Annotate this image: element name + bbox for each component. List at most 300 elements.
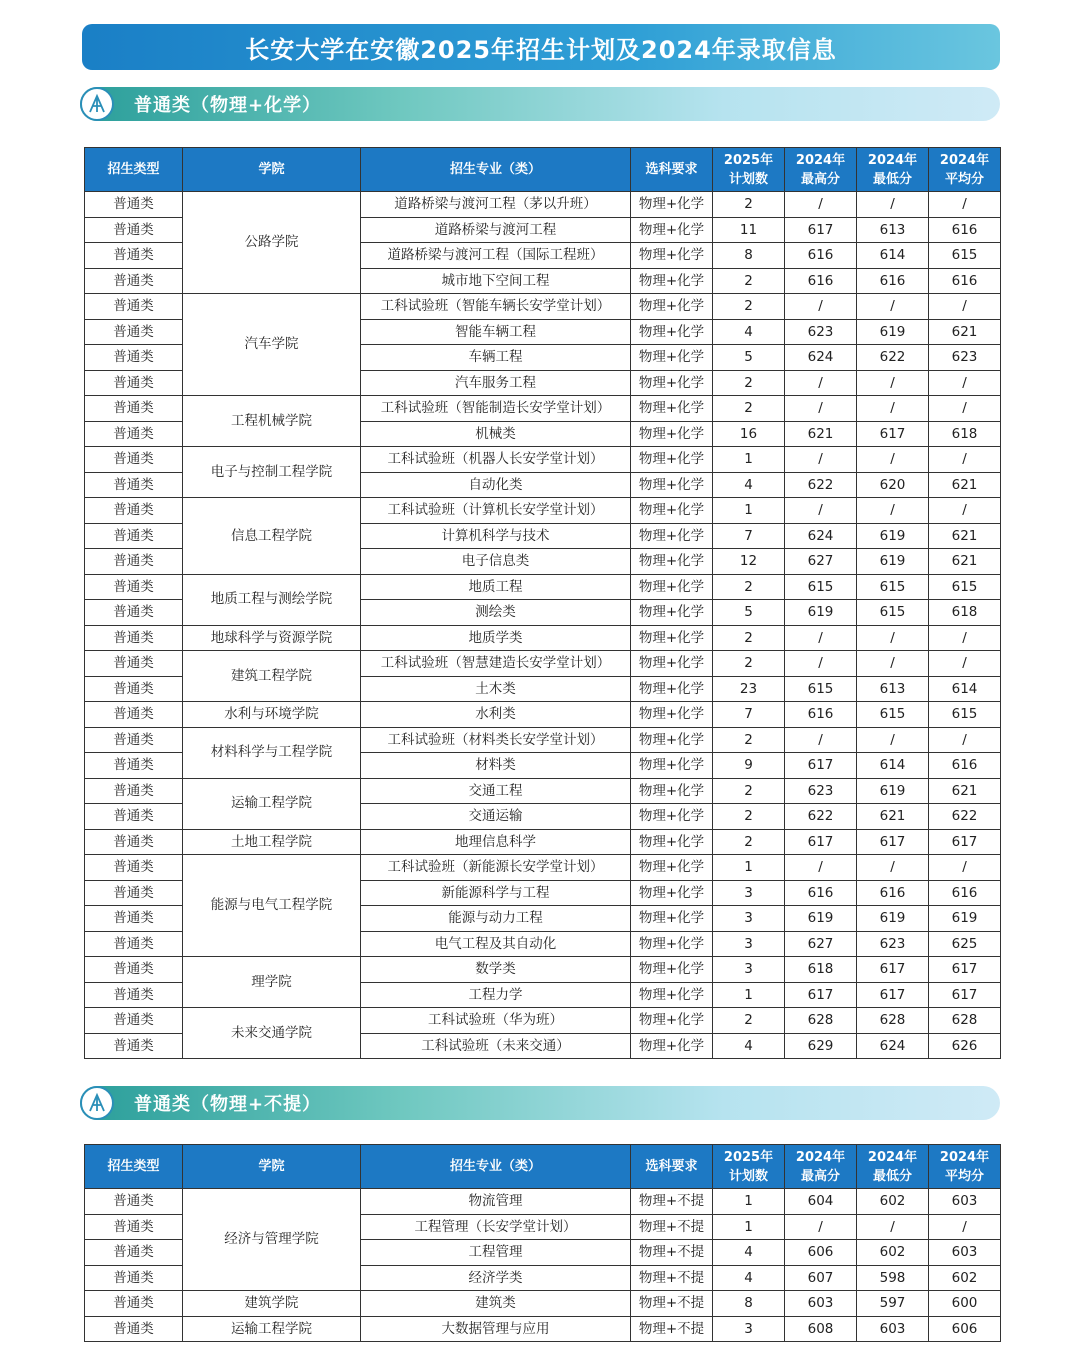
cell-max-2024: /: [785, 727, 857, 753]
cell-subject: 物理+化学: [631, 753, 713, 779]
cell-major: 新能源科学与工程: [361, 880, 631, 906]
cell-max-2024: 607: [785, 1265, 857, 1291]
cell-max-2024: 603: [785, 1291, 857, 1317]
cell-college: 运输工程学院: [183, 778, 361, 829]
cell-subject: 物理+不提: [631, 1265, 713, 1291]
cell-type: 普通类: [85, 523, 183, 549]
cell-major: 数学类: [361, 957, 631, 983]
cell-subject: 物理+化学: [631, 243, 713, 269]
cell-max-2024: 622: [785, 472, 857, 498]
cell-max-2024: 617: [785, 829, 857, 855]
cell-plan-2025: 1: [713, 447, 785, 473]
cell-plan-2025: 23: [713, 676, 785, 702]
cell-plan-2025: 2: [713, 804, 785, 830]
cell-avg-2024: 623: [929, 345, 1001, 371]
header-major: 招生专业（类）: [361, 148, 631, 192]
cell-min-2024: 619: [857, 778, 929, 804]
cell-max-2024: 615: [785, 676, 857, 702]
cell-avg-2024: 621: [929, 778, 1001, 804]
header-type: 招生类型: [85, 1145, 183, 1189]
cell-subject: 物理+化学: [631, 957, 713, 983]
cell-avg-2024: /: [929, 1214, 1001, 1240]
cell-subject: 物理+化学: [631, 319, 713, 345]
cell-avg-2024: 606: [929, 1316, 1001, 1342]
cell-avg-2024: /: [929, 727, 1001, 753]
cell-min-2024: 624: [857, 1033, 929, 1059]
cell-major: 工科试验班（智慧建造长安学堂计划）: [361, 651, 631, 677]
cell-major: 材料类: [361, 753, 631, 779]
cell-type: 普通类: [85, 421, 183, 447]
cell-type: 普通类: [85, 192, 183, 218]
cell-avg-2024: 616: [929, 217, 1001, 243]
cell-major: 车辆工程: [361, 345, 631, 371]
cell-min-2024: 620: [857, 472, 929, 498]
cell-college: 信息工程学院: [183, 498, 361, 575]
header-subject: 选科要求: [631, 148, 713, 192]
table-row: [85, 294, 1001, 320]
cell-min-2024: /: [857, 1214, 929, 1240]
cell-subject: 物理+不提: [631, 1316, 713, 1342]
cell-avg-2024: /: [929, 447, 1001, 473]
header-college: 学院: [183, 1145, 361, 1189]
header-type: 招生类型: [85, 148, 183, 192]
cell-type: 普通类: [85, 1316, 183, 1342]
cell-type: 普通类: [85, 396, 183, 422]
cell-subject: 物理+化学: [631, 574, 713, 600]
cell-subject: 物理+化学: [631, 676, 713, 702]
cell-type: 普通类: [85, 294, 183, 320]
cell-subject: 物理+化学: [631, 523, 713, 549]
section-title: 普通类（物理+不提）: [134, 1094, 322, 1115]
cell-major: 工科试验班（计算机长安学堂计划）: [361, 498, 631, 524]
cell-college: 电子与控制工程学院: [183, 447, 361, 498]
cell-major: 汽车服务工程: [361, 370, 631, 396]
table-row: [85, 498, 1001, 524]
cell-major: 地质学类: [361, 625, 631, 651]
cell-max-2024: /: [785, 651, 857, 677]
cell-avg-2024: 621: [929, 549, 1001, 575]
section-banner-physics-none: [80, 1086, 1000, 1120]
cell-avg-2024: /: [929, 625, 1001, 651]
university-logo-icon: [80, 1086, 114, 1120]
cell-type: 普通类: [85, 472, 183, 498]
cell-min-2024: /: [857, 651, 929, 677]
cell-min-2024: /: [857, 192, 929, 218]
cell-type: 普通类: [85, 370, 183, 396]
cell-major: 土木类: [361, 676, 631, 702]
cell-plan-2025: 2: [713, 1008, 785, 1034]
cell-min-2024: 628: [857, 1008, 929, 1034]
cell-min-2024: 619: [857, 906, 929, 932]
cell-min-2024: 617: [857, 982, 929, 1008]
cell-plan-2025: 4: [713, 1265, 785, 1291]
cell-max-2024: /: [785, 625, 857, 651]
cell-min-2024: /: [857, 396, 929, 422]
cell-major: 工程管理（长安学堂计划）: [361, 1214, 631, 1240]
cell-type: 普通类: [85, 1214, 183, 1240]
cell-min-2024: 614: [857, 753, 929, 779]
cell-max-2024: /: [785, 370, 857, 396]
header-min-2024: 2024年 最低分: [857, 148, 929, 192]
table-row: [85, 702, 1001, 728]
cell-plan-2025: 1: [713, 1189, 785, 1215]
cell-min-2024: /: [857, 498, 929, 524]
cell-major: 机械类: [361, 421, 631, 447]
cell-min-2024: /: [857, 855, 929, 881]
cell-type: 普通类: [85, 778, 183, 804]
cell-plan-2025: 4: [713, 472, 785, 498]
cell-max-2024: 624: [785, 523, 857, 549]
cell-min-2024: /: [857, 294, 929, 320]
cell-plan-2025: 4: [713, 1033, 785, 1059]
cell-max-2024: 624: [785, 345, 857, 371]
header-max-2024: 2024年 最高分: [785, 1145, 857, 1189]
cell-max-2024: /: [785, 447, 857, 473]
cell-college: 地质工程与测绘学院: [183, 574, 361, 625]
cell-plan-2025: 2: [713, 651, 785, 677]
cell-type: 普通类: [85, 676, 183, 702]
cell-min-2024: /: [857, 447, 929, 473]
cell-min-2024: 597: [857, 1291, 929, 1317]
header-major: 招生专业（类）: [361, 1145, 631, 1189]
cell-plan-2025: 8: [713, 1291, 785, 1317]
cell-subject: 物理+化学: [631, 421, 713, 447]
table-row: [85, 1316, 1001, 1342]
cell-avg-2024: /: [929, 192, 1001, 218]
cell-subject: 物理+化学: [631, 1033, 713, 1059]
header-plan-2025: 2025年 计划数: [713, 1145, 785, 1189]
header-max-2024: 2024年 最高分: [785, 148, 857, 192]
cell-type: 普通类: [85, 829, 183, 855]
cell-college: 水利与环境学院: [183, 702, 361, 728]
cell-max-2024: 627: [785, 931, 857, 957]
cell-major: 交通运输: [361, 804, 631, 830]
cell-type: 普通类: [85, 243, 183, 269]
cell-subject: 物理+化学: [631, 906, 713, 932]
cell-subject: 物理+化学: [631, 1008, 713, 1034]
cell-avg-2024: 618: [929, 421, 1001, 447]
cell-subject: 物理+不提: [631, 1214, 713, 1240]
cell-plan-2025: 3: [713, 906, 785, 932]
cell-plan-2025: 4: [713, 1240, 785, 1266]
cell-min-2024: 617: [857, 957, 929, 983]
cell-max-2024: 621: [785, 421, 857, 447]
table-row: [85, 855, 1001, 881]
cell-avg-2024: /: [929, 396, 1001, 422]
cell-avg-2024: 626: [929, 1033, 1001, 1059]
cell-type: 普通类: [85, 345, 183, 371]
cell-plan-2025: 8: [713, 243, 785, 269]
table-row: [85, 727, 1001, 753]
cell-min-2024: 613: [857, 217, 929, 243]
cell-plan-2025: 1: [713, 1214, 785, 1240]
cell-subject: 物理+化学: [631, 855, 713, 881]
cell-type: 普通类: [85, 574, 183, 600]
cell-subject: 物理+化学: [631, 294, 713, 320]
cell-major: 道路桥梁与渡河工程（茅以升班）: [361, 192, 631, 218]
cell-major: 建筑类: [361, 1291, 631, 1317]
cell-plan-2025: 1: [713, 498, 785, 524]
cell-type: 普通类: [85, 1008, 183, 1034]
cell-avg-2024: 619: [929, 906, 1001, 932]
cell-plan-2025: 16: [713, 421, 785, 447]
cell-type: 普通类: [85, 319, 183, 345]
cell-min-2024: 615: [857, 574, 929, 600]
cell-major: 城市地下空间工程: [361, 268, 631, 294]
cell-plan-2025: 9: [713, 753, 785, 779]
cell-subject: 物理+化学: [631, 702, 713, 728]
cell-plan-2025: 2: [713, 778, 785, 804]
cell-max-2024: 629: [785, 1033, 857, 1059]
table-row: [85, 1189, 1001, 1215]
cell-major: 能源与动力工程: [361, 906, 631, 932]
cell-plan-2025: 1: [713, 855, 785, 881]
cell-max-2024: 617: [785, 753, 857, 779]
cell-major: 工科试验班（未来交通）: [361, 1033, 631, 1059]
cell-plan-2025: 5: [713, 345, 785, 371]
cell-max-2024: 628: [785, 1008, 857, 1034]
cell-college: 运输工程学院: [183, 1316, 361, 1342]
cell-avg-2024: /: [929, 498, 1001, 524]
cell-type: 普通类: [85, 1291, 183, 1317]
cell-avg-2024: 617: [929, 982, 1001, 1008]
cell-subject: 物理+化学: [631, 217, 713, 243]
cell-plan-2025: 2: [713, 727, 785, 753]
cell-type: 普通类: [85, 880, 183, 906]
cell-max-2024: 616: [785, 243, 857, 269]
cell-avg-2024: 617: [929, 957, 1001, 983]
cell-max-2024: /: [785, 1214, 857, 1240]
cell-avg-2024: 615: [929, 702, 1001, 728]
cell-type: 普通类: [85, 447, 183, 473]
table-row: [85, 1291, 1001, 1317]
cell-major: 工程力学: [361, 982, 631, 1008]
table-header-row: [85, 148, 1001, 192]
cell-min-2024: 602: [857, 1240, 929, 1266]
cell-type: 普通类: [85, 931, 183, 957]
cell-min-2024: 622: [857, 345, 929, 371]
cell-avg-2024: 603: [929, 1240, 1001, 1266]
cell-min-2024: 614: [857, 243, 929, 269]
cell-avg-2024: 616: [929, 268, 1001, 294]
cell-plan-2025: 5: [713, 600, 785, 626]
cell-max-2024: 617: [785, 982, 857, 1008]
cell-avg-2024: 615: [929, 243, 1001, 269]
table-row: [85, 625, 1001, 651]
cell-avg-2024: 622: [929, 804, 1001, 830]
cell-avg-2024: /: [929, 294, 1001, 320]
table-row: [85, 447, 1001, 473]
cell-major: 工科试验班（智能制造长安学堂计划）: [361, 396, 631, 422]
cell-avg-2024: 617: [929, 829, 1001, 855]
cell-major: 道路桥梁与渡河工程: [361, 217, 631, 243]
cell-max-2024: 616: [785, 702, 857, 728]
table-row: [85, 778, 1001, 804]
cell-major: 经济学类: [361, 1265, 631, 1291]
cell-avg-2024: 628: [929, 1008, 1001, 1034]
cell-min-2024: 619: [857, 319, 929, 345]
cell-major: 工科试验班（机器人长安学堂计划）: [361, 447, 631, 473]
cell-min-2024: 602: [857, 1189, 929, 1215]
page-title: 长安大学在安徽2025年招生计划及2024年录取信息: [245, 35, 837, 64]
cell-major: 智能车辆工程: [361, 319, 631, 345]
cell-avg-2024: 616: [929, 880, 1001, 906]
cell-college: 土地工程学院: [183, 829, 361, 855]
cell-type: 普通类: [85, 217, 183, 243]
cell-subject: 物理+不提: [631, 1189, 713, 1215]
cell-major: 电气工程及其自动化: [361, 931, 631, 957]
cell-max-2024: /: [785, 855, 857, 881]
cell-major: 地理信息科学: [361, 829, 631, 855]
cell-avg-2024: /: [929, 370, 1001, 396]
cell-max-2024: /: [785, 192, 857, 218]
cell-avg-2024: 621: [929, 472, 1001, 498]
cell-subject: 物理+化学: [631, 880, 713, 906]
cell-plan-2025: 2: [713, 268, 785, 294]
cell-max-2024: 619: [785, 906, 857, 932]
cell-major: 工科试验班（材料类长安学堂计划）: [361, 727, 631, 753]
cell-major: 自动化类: [361, 472, 631, 498]
cell-avg-2024: 621: [929, 523, 1001, 549]
cell-subject: 物理+化学: [631, 931, 713, 957]
table-header-row: [85, 1145, 1001, 1189]
cell-plan-2025: 3: [713, 931, 785, 957]
cell-major: 工科试验班（智能车辆长安学堂计划）: [361, 294, 631, 320]
cell-subject: 物理+不提: [631, 1240, 713, 1266]
table-row: [85, 829, 1001, 855]
table-row: [85, 957, 1001, 983]
cell-subject: 物理+化学: [631, 345, 713, 371]
cell-type: 普通类: [85, 957, 183, 983]
cell-subject: 物理+化学: [631, 396, 713, 422]
cell-avg-2024: /: [929, 651, 1001, 677]
header-avg-2024: 2024年 平均分: [929, 1145, 1001, 1189]
cell-college: 能源与电气工程学院: [183, 855, 361, 957]
cell-min-2024: /: [857, 625, 929, 651]
cell-plan-2025: 3: [713, 957, 785, 983]
cell-avg-2024: 615: [929, 574, 1001, 600]
cell-max-2024: 623: [785, 319, 857, 345]
header-avg-2024: 2024年 平均分: [929, 148, 1001, 192]
cell-plan-2025: 11: [713, 217, 785, 243]
table-row: [85, 396, 1001, 422]
cell-avg-2024: /: [929, 855, 1001, 881]
cell-major: 测绘类: [361, 600, 631, 626]
cell-college: 材料科学与工程学院: [183, 727, 361, 778]
cell-max-2024: 615: [785, 574, 857, 600]
table-row: [85, 651, 1001, 677]
cell-type: 普通类: [85, 1240, 183, 1266]
cell-avg-2024: 621: [929, 319, 1001, 345]
cell-max-2024: /: [785, 396, 857, 422]
cell-plan-2025: 2: [713, 396, 785, 422]
cell-plan-2025: 7: [713, 702, 785, 728]
cell-plan-2025: 1: [713, 982, 785, 1008]
cell-plan-2025: 2: [713, 625, 785, 651]
cell-min-2024: 617: [857, 829, 929, 855]
cell-max-2024: 606: [785, 1240, 857, 1266]
cell-max-2024: 622: [785, 804, 857, 830]
cell-min-2024: /: [857, 727, 929, 753]
cell-college: 未来交通学院: [183, 1008, 361, 1059]
cell-min-2024: 613: [857, 676, 929, 702]
cell-min-2024: 616: [857, 268, 929, 294]
cell-avg-2024: 616: [929, 753, 1001, 779]
cell-subject: 物理+化学: [631, 778, 713, 804]
cell-plan-2025: 2: [713, 370, 785, 396]
cell-type: 普通类: [85, 1189, 183, 1215]
cell-subject: 物理+化学: [631, 625, 713, 651]
cell-major: 道路桥梁与渡河工程（国际工程班）: [361, 243, 631, 269]
cell-college: 建筑学院: [183, 1291, 361, 1317]
cell-major: 电子信息类: [361, 549, 631, 575]
cell-min-2024: 619: [857, 549, 929, 575]
cell-college: 建筑工程学院: [183, 651, 361, 702]
cell-type: 普通类: [85, 651, 183, 677]
cell-major: 计算机科学与技术: [361, 523, 631, 549]
cell-subject: 物理+化学: [631, 600, 713, 626]
header-subject: 选科要求: [631, 1145, 713, 1189]
cell-max-2024: 619: [785, 600, 857, 626]
cell-college: 工程机械学院: [183, 396, 361, 447]
cell-avg-2024: 602: [929, 1265, 1001, 1291]
section-banner-physics-chemistry: [80, 87, 1000, 121]
admission-table-physics-chemistry: [84, 147, 1001, 1059]
cell-major: 工程管理: [361, 1240, 631, 1266]
table-row: [85, 192, 1001, 218]
cell-type: 普通类: [85, 625, 183, 651]
cell-avg-2024: 614: [929, 676, 1001, 702]
cell-min-2024: 623: [857, 931, 929, 957]
cell-type: 普通类: [85, 498, 183, 524]
cell-min-2024: 621: [857, 804, 929, 830]
cell-major: 交通工程: [361, 778, 631, 804]
cell-min-2024: 598: [857, 1265, 929, 1291]
cell-type: 普通类: [85, 1033, 183, 1059]
cell-college: 公路学院: [183, 192, 361, 294]
cell-avg-2024: 625: [929, 931, 1001, 957]
header-college: 学院: [183, 148, 361, 192]
cell-max-2024: 616: [785, 880, 857, 906]
cell-max-2024: 627: [785, 549, 857, 575]
cell-type: 普通类: [85, 702, 183, 728]
cell-college: 汽车学院: [183, 294, 361, 396]
cell-min-2024: 616: [857, 880, 929, 906]
cell-major: 工科试验班（华为班）: [361, 1008, 631, 1034]
cell-subject: 物理+化学: [631, 498, 713, 524]
cell-major: 地质工程: [361, 574, 631, 600]
cell-type: 普通类: [85, 268, 183, 294]
header-plan-2025: 2025年 计划数: [713, 148, 785, 192]
cell-type: 普通类: [85, 600, 183, 626]
cell-max-2024: /: [785, 498, 857, 524]
cell-type: 普通类: [85, 753, 183, 779]
cell-major: 水利类: [361, 702, 631, 728]
cell-max-2024: 623: [785, 778, 857, 804]
cell-college: 地球科学与资源学院: [183, 625, 361, 651]
cell-min-2024: 615: [857, 600, 929, 626]
cell-type: 普通类: [85, 855, 183, 881]
cell-type: 普通类: [85, 549, 183, 575]
cell-max-2024: 618: [785, 957, 857, 983]
header-min-2024: 2024年 最低分: [857, 1145, 929, 1189]
cell-avg-2024: 603: [929, 1189, 1001, 1215]
cell-min-2024: 615: [857, 702, 929, 728]
cell-plan-2025: 2: [713, 574, 785, 600]
cell-college: 经济与管理学院: [183, 1189, 361, 1291]
university-logo-icon: [80, 87, 114, 121]
cell-subject: 物理+化学: [631, 192, 713, 218]
